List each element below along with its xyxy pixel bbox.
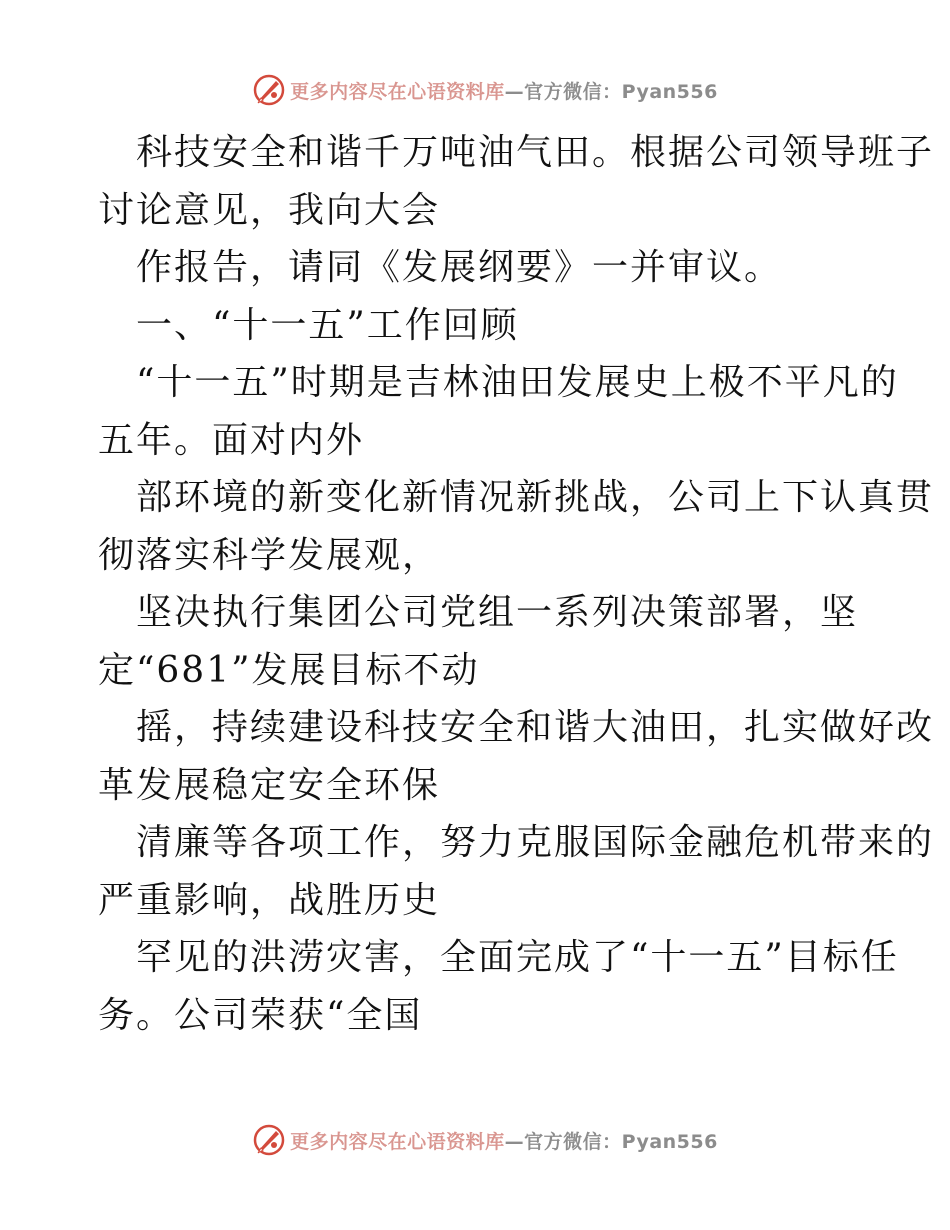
footer-banner [0, 1120, 950, 1160]
text-line: 清廉等各项工作，努力克服国际金融危机带来的 [136, 822, 935, 863]
text-line: 五年。面对内外 [98, 419, 365, 461]
header-contact-text: 官方微信：Pyan556 [524, 80, 718, 103]
text-line: 彻落实科学发展观， [98, 534, 441, 576]
text-line: 务。公司荣获“全国 [98, 994, 423, 1036]
text-line: 科技安全和谐千万吨油气田。根据公司领导班子 [136, 132, 935, 173]
quill-logo-icon [252, 73, 286, 107]
footer-brand-text: 更多内容尽在心语资料库 [290, 1130, 505, 1153]
footer-banner-inner [252, 1123, 718, 1157]
text-line: 坚决执行集团公司党组一系列决策部署，坚 [136, 592, 859, 633]
footer-separator: — [504, 1130, 525, 1153]
text-line: 严重影响，战胜历史 [98, 879, 441, 921]
header-banner-text [290, 77, 718, 104]
header-banner [0, 70, 950, 110]
header-separator: — [504, 80, 525, 103]
text-line: 罕见的洪涝灾害，全面完成了“十一五”目标任 [136, 937, 899, 978]
footer-contact-text: 官方微信：Pyan556 [524, 1130, 718, 1153]
text-line: 摇，持续建设科技安全和谐大油田，扎实做好改 [136, 707, 935, 748]
document-body [98, 124, 935, 1044]
header-brand-text: 更多内容尽在心语资料库 [290, 80, 505, 103]
text-line: 讨论意见，我向大会 [98, 189, 441, 231]
text-line: 革发展稳定安全环保 [98, 764, 441, 806]
section-heading: 一、“十一五”工作回顾 [136, 304, 519, 346]
footer-banner-text [290, 1127, 718, 1154]
header-banner-inner [252, 73, 718, 107]
text-line: 作报告，请同《发展纲要》一并审议。 [136, 247, 783, 288]
text-line: 部环境的新变化新情况新挑战，公司上下认真贯 [136, 477, 935, 518]
text-line: 定“681”发展目标不动 [98, 649, 480, 691]
text-line: “十一五”时期是吉林油田发展史上极不平凡的 [136, 362, 899, 403]
quill-logo-icon [252, 1123, 286, 1157]
